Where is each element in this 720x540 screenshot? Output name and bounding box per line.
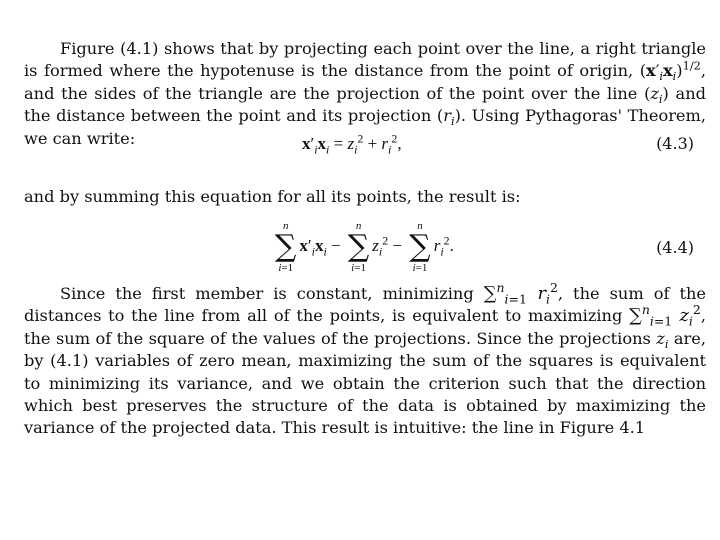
equation-4-4 xyxy=(0,220,720,276)
paragraph-2: and by summing this equation for all its points, the result is: xyxy=(24,187,521,206)
projection-zi: $z_i$ xyxy=(656,328,669,352)
projection-symbol: $(z_i)$ xyxy=(644,83,669,107)
paragraph-1-text-c: and the distance between the point and its projection xyxy=(24,83,706,126)
distance-symbol: $(r_i)$ xyxy=(436,106,461,129)
equation-4-3-body: $x'_ix_i = z_i^2 + r_i^2$, xyxy=(302,131,402,157)
paragraph-3-text-c: , the sum of the square of the values of the projections. Since the projections xyxy=(24,306,706,348)
hypotenuse-expression: $(x'_ix_i)^{1/2}$ xyxy=(639,59,701,84)
paragraph-3-text-a: Since the first member is constant, minimizing xyxy=(60,284,484,303)
paragraph-1-text-d: . Using Pythagoras' Theorem, we can write: xyxy=(24,106,707,148)
equation-4-3 xyxy=(0,131,720,164)
sum-r-squared: ∑$^n_{i=1}$ $r_i^2$ xyxy=(483,280,558,307)
paragraph-1-text-a: Figure (4.1) shows that by projecting each point over the line, a right triangle is formed where the hypotenuse is the distance from the point of origin, xyxy=(24,39,706,81)
paragraph-3-text-b: , the sum of the distances to the line from all of the points, is equivalent to maximizing xyxy=(24,284,706,326)
paragraph-3 xyxy=(24,280,706,440)
sum-z-squared: ∑$^n_{i=1}$ $z_i^2$ xyxy=(629,302,701,329)
equation-4-3-number: (4.3) xyxy=(656,134,694,153)
paragraph-3-text-d: are, by (4.1) variables of zero mean, maximizing the sum of the squares is equivalent to minimizing its variance, and we obtain the criterion such that the direction which best preserves the structure of the data is obtained by maximizing the variance of the projected data. This result is intuitive: the line in Figure 4.1 xyxy=(24,328,706,438)
paragraph-1-text-b: , and the sides of the triangle are the projection of the point over the line xyxy=(24,61,706,103)
equation-4-4-body: n ∑ $i=1x'_ix_i - n$ ∑ $i=1z_i^2 - n$ ∑ $i=1r_i^2$. xyxy=(275,220,454,274)
equation-4-4-number: (4.4) xyxy=(656,238,694,257)
